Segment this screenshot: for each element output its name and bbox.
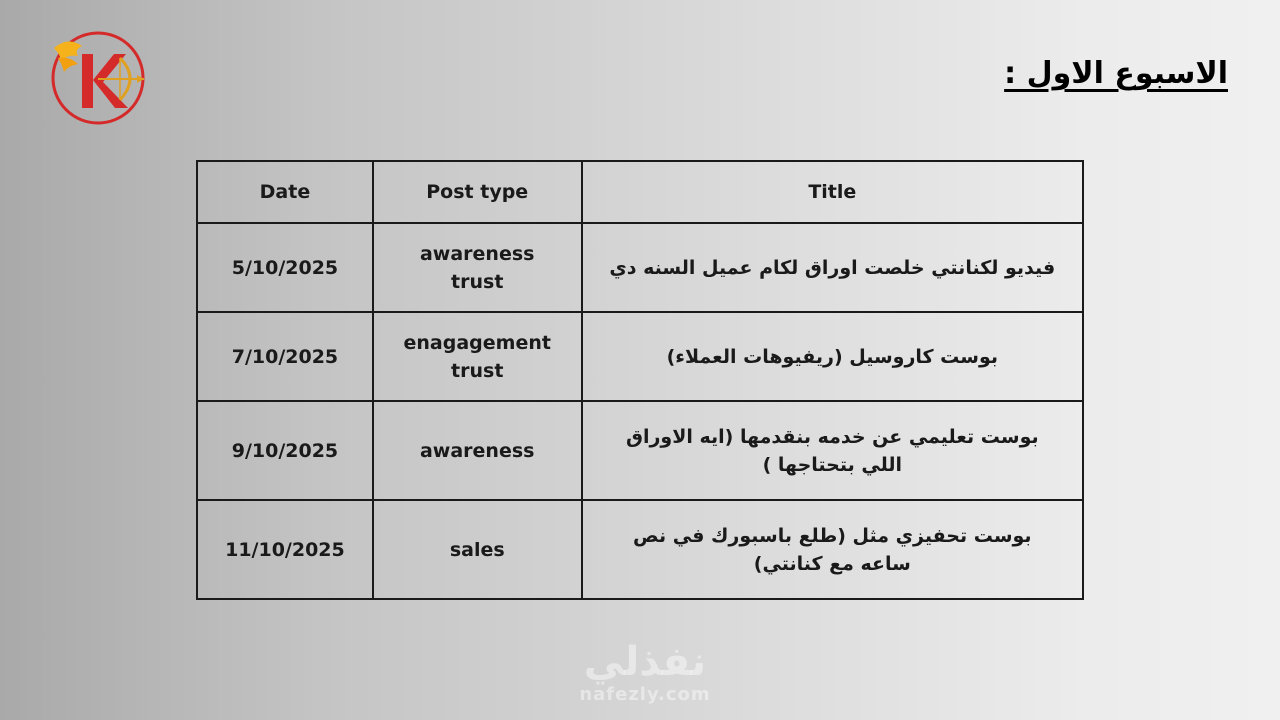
table-row: [197, 500, 1083, 599]
title-cell: فيديو لكنانتي خلصت اوراق لكام عميل السنه دي: [582, 223, 1083, 312]
date-cell: 7/10/2025: [197, 312, 373, 401]
watermark: [560, 640, 730, 720]
date-cell: 9/10/2025: [197, 401, 373, 500]
table-row: [197, 223, 1083, 312]
post-type-column-header: Post type: [373, 161, 582, 223]
title-cell: بوست كاروسيل (ريفيوهات العملاء): [582, 312, 1083, 401]
page-title: الاسبوع الاول :: [1004, 56, 1228, 91]
post-type-value: enagagement: [403, 331, 551, 354]
post-type-cell: [373, 312, 582, 401]
title-column-header: Title: [582, 161, 1083, 223]
date-cell: 5/10/2025: [197, 223, 373, 312]
post-type-cell: [373, 500, 582, 599]
watermark-latin: nafezly.com: [579, 684, 711, 705]
table-row: [197, 401, 1083, 500]
post-type-value: trust: [451, 359, 504, 382]
post-type-value: awareness: [419, 242, 535, 265]
table-row: [197, 312, 1083, 401]
title-cell: بوست تحفيزي مثل (طلع باسبورك في نص ساعه مع كنانتي): [582, 500, 1083, 599]
table-header-row: [197, 161, 1083, 223]
title-cell: بوست تعليمي عن خدمه بنقدمها (ايه الاوراق اللي بتحتاجها ): [582, 401, 1083, 500]
post-type-cell: [373, 223, 582, 312]
content-schedule-table: [196, 160, 1084, 600]
post-type-value: awareness: [419, 439, 535, 462]
k-archer-logo-icon: [48, 28, 148, 128]
post-type-value: trust: [451, 270, 504, 293]
date-column-header: Date: [197, 161, 373, 223]
date-cell: 11/10/2025: [197, 500, 373, 599]
watermark-arabic: نفذلي: [583, 639, 707, 685]
post-type-value: sales: [449, 538, 505, 561]
post-type-cell: [373, 401, 582, 500]
